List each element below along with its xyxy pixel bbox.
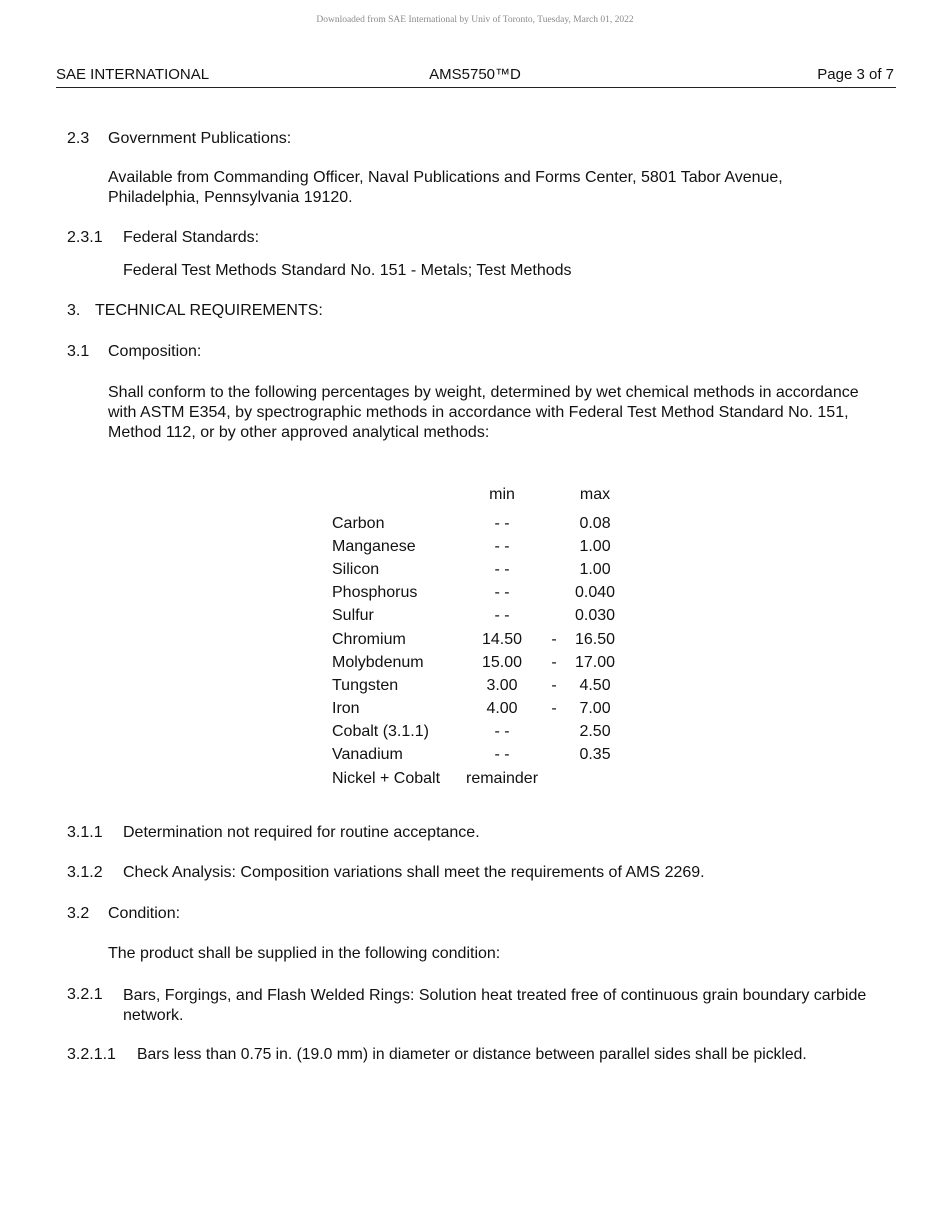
range-dash <box>538 535 570 558</box>
table-row <box>332 512 620 535</box>
composition-table-header <box>332 486 620 512</box>
element-name: Carbon <box>332 514 385 532</box>
element-name: Tungsten <box>332 676 399 694</box>
table-row <box>332 582 620 605</box>
table-row <box>332 535 620 558</box>
min-value: 15.00 <box>481 653 523 671</box>
range-dash: - <box>551 676 557 694</box>
header-rule <box>56 87 896 88</box>
range-dash <box>538 512 570 535</box>
header-org: SAE INTERNATIONAL <box>56 66 210 83</box>
header-max: max <box>579 486 611 503</box>
element-name: Molybdenum <box>332 653 424 671</box>
section-3-1-2-text: Check Analysis: Composition variations shall meet the requirements of AMS 2269. <box>123 864 705 881</box>
table-row <box>332 698 620 721</box>
max-value: 0.040 <box>575 584 616 602</box>
section-2-3-1-title: Federal Standards: <box>123 229 260 246</box>
header-page-number: Page 3 of 7 <box>817 66 894 83</box>
section-3-2-number: 3.2 <box>67 905 90 922</box>
header-doc-id: AMS5750™D <box>429 66 521 83</box>
range-dash: - <box>551 700 557 718</box>
section-2-3-body: Available from Commanding Officer, Naval Publications and Forms Center, 5801 Tabor Avenue, Philadelphia, Pennsylvania 19120. <box>108 169 783 206</box>
element-name: Iron <box>332 700 360 718</box>
section-3-2-1-1-number: 3.2.1.1 <box>67 1046 116 1063</box>
header-element <box>332 486 466 512</box>
section-2-3-number: 2.3 <box>67 130 90 147</box>
table-row <box>332 558 620 581</box>
max-value <box>570 767 620 790</box>
section-3-1-1-text: Determination not required for routine acceptance. <box>123 824 480 841</box>
element-name: Cobalt (3.1.1) <box>332 723 429 741</box>
min-value: - - <box>494 560 510 578</box>
max-value: 1.00 <box>579 537 611 555</box>
header-min: min <box>489 486 515 503</box>
table-row <box>332 605 620 628</box>
composition-table <box>332 486 620 790</box>
section-3-2-body: The product shall be supplied in the following condition: <box>108 945 501 962</box>
element-name: Vanadium <box>332 746 403 764</box>
range-dash <box>538 767 570 790</box>
section-3-title: TECHNICAL REQUIREMENTS: <box>95 302 323 319</box>
section-3-1-1-number: 3.1.1 <box>67 824 103 841</box>
section-3-1-2-number: 3.1.2 <box>67 864 103 881</box>
section-3-2-title: Condition: <box>108 905 181 922</box>
max-value: 4.50 <box>579 676 611 694</box>
range-dash: - <box>551 653 557 671</box>
min-value: 3.00 <box>486 676 518 694</box>
element-name: Nickel + Cobalt <box>332 769 441 787</box>
min-value: - - <box>494 723 510 741</box>
element-name: Phosphorus <box>332 584 418 602</box>
table-row <box>332 721 620 744</box>
section-3-number: 3. <box>67 302 81 319</box>
max-value: 16.50 <box>575 630 616 648</box>
element-name: Manganese <box>332 537 416 555</box>
table-row <box>332 628 620 651</box>
min-value: - - <box>494 584 510 602</box>
header-dash <box>538 486 570 512</box>
min-value: remainder <box>466 769 539 787</box>
max-value: 0.08 <box>579 514 611 532</box>
section-2-3-1-number: 2.3.1 <box>67 229 103 246</box>
element-name: Sulfur <box>332 607 374 625</box>
section-3-2-1-1-text: Bars less than 0.75 in. (19.0 mm) in diameter or distance between parallel sides shall be pickled. <box>137 1046 807 1063</box>
max-value: 17.00 <box>575 653 616 671</box>
range-dash <box>538 558 570 581</box>
section-2-3-title: Government Publications: <box>108 130 292 147</box>
max-value: 0.35 <box>579 746 611 764</box>
section-2-3-1-body: Federal Test Methods Standard No. 151 - Metals; Test Methods <box>123 262 572 279</box>
table-row <box>332 674 620 697</box>
range-dash <box>538 582 570 605</box>
min-value: 14.50 <box>481 630 523 648</box>
section-3-1-body: Shall conform to the following percentages by weight, determined by wet chemical methods in accordance with ASTM E354, by spectrographic methods in accordance with Federal Test Method Standard No. 151, Method 112, or by other approved analytical methods: <box>108 384 859 441</box>
max-value: 2.50 <box>579 723 611 741</box>
max-value: 7.00 <box>579 700 611 718</box>
min-value: - - <box>494 514 510 532</box>
element-name: Silicon <box>332 560 380 578</box>
range-dash <box>538 744 570 767</box>
min-value: 4.00 <box>486 700 518 718</box>
download-notice: Downloaded from SAE International by Univ of Toronto, Tuesday, March 01, 2022 <box>316 15 634 25</box>
table-row <box>332 744 620 767</box>
range-dash <box>538 721 570 744</box>
element-name: Chromium <box>332 630 406 648</box>
min-value: - - <box>494 537 510 555</box>
section-3-1-number: 3.1 <box>67 343 90 360</box>
max-value: 1.00 <box>579 560 611 578</box>
section-3-1-title: Composition: <box>108 343 202 360</box>
table-row <box>332 767 620 790</box>
section-3-2-1-text: Bars, Forgings, and Flash Welded Rings: Solution heat treated free of continuous grain boundary carbide network. <box>123 987 867 1024</box>
max-value: 0.030 <box>575 607 616 625</box>
min-value: - - <box>494 746 510 764</box>
range-dash <box>538 605 570 628</box>
section-3-2-1-number: 3.2.1 <box>67 986 103 1003</box>
min-value: - - <box>494 607 510 625</box>
table-row <box>332 651 620 674</box>
range-dash: - <box>551 630 557 648</box>
